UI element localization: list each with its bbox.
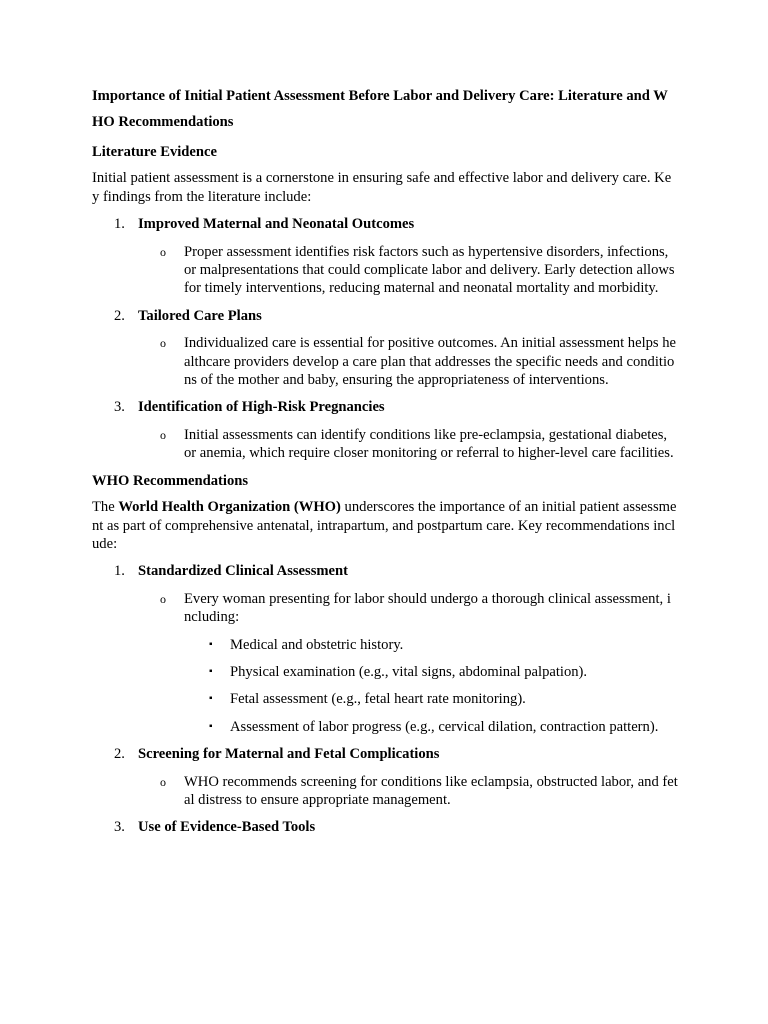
literature-intro: Initial patient assessment is a cornerstone in ensuring safe and effective labor and delivery care. Key findings from the literature include: [92,170,672,205]
list-number: 1. [114,563,125,580]
list-item-care-plans [92,307,678,325]
bullet-item [92,426,678,463]
section-heading-who: WHO Recommendations [92,472,249,489]
sub-bullet-text: Physical examination (e.g., vital signs, abdominal palpation). [230,663,588,680]
square-bullet-icon: ▪ [209,665,213,677]
circle-bullet-icon: o [160,336,166,351]
bullet-item [92,243,678,298]
bullet-item [92,590,678,627]
list-number: 2. [114,307,125,324]
bullet-text: WHO recommends screening for conditions like eclampsia, obstructed labor, and fetal distress to ensure appropriate management. [184,773,678,808]
list-item-screening [92,745,678,763]
list-item-standardized [92,562,678,580]
sub-bullet-item [92,636,678,654]
list-item-title: Identification of High-Risk Pregnancies [138,399,385,416]
who-intro-pre: The [92,499,119,516]
who-intro-post: underscores the importance of an initial patient assessment as part of comprehensive antenatal, intrapartum, and postpartum care. Key recommendations include: [92,499,677,552]
bullet-item [92,773,678,810]
list-number: 2. [114,746,125,763]
section-heading-literature: Literature Evidence [92,144,217,160]
list-item-title: Standardized Clinical Assessment [138,563,349,580]
sub-bullet-item [92,718,678,736]
list-item-outcomes [92,215,678,233]
list-number: 3. [114,819,125,836]
sub-bullet-item [92,690,678,708]
square-bullet-icon: ▪ [209,638,213,650]
list-number: 1. [114,216,125,233]
list-item-title: Use of Evidence-Based Tools [138,819,316,836]
bullet-text: Every woman presenting for labor should undergo a thorough clinical assessment, including: [184,590,671,626]
sub-bullet-text: Assessment of labor progress (e.g., cervical dilation, contraction pattern). [230,718,659,735]
bullet-item [92,334,678,389]
list-number: 3. [114,399,125,416]
document-body [92,84,678,846]
bullet-text: Individualized care is essential for positive outcomes. An initial assessment helps healthcare providers develop a care plan that addresses the specific needs and conditions of the mother and baby, ensuring the appropriateness of interventions. [184,335,677,389]
bullet-text: Initial assessments can identify conditions like pre-eclampsia, gestational diabetes, or anemia, which require closer monitoring or referral to higher-level care facilities. [184,426,674,462]
who-intro [92,498,678,553]
list-item-title: Improved Maternal and Neonatal Outcomes [138,216,415,233]
bullet-text: Proper assessment identifies risk factors such as hypertensive disorders, infections, or malpresentations that could complicate labor and delivery. Early detection allows for timely interventions, reducing maternal and neonatal mortality and morbidity. [184,243,675,297]
square-bullet-icon: ▪ [209,720,213,732]
circle-bullet-icon: o [160,427,166,442]
who-intro-bold: World Health Organization (WHO) [118,499,341,516]
circle-bullet-icon: o [160,591,166,606]
sub-bullet-item [92,663,678,681]
list-item-title: Tailored Care Plans [138,307,262,324]
sub-bullet-text: Fetal assessment (e.g., fetal heart rate monitoring). [230,691,526,708]
list-item-high-risk [92,398,678,416]
list-item-title: Screening for Maternal and Fetal Complications [138,746,440,763]
circle-bullet-icon: o [160,774,166,789]
sub-bullet-text: Medical and obstetric history. [230,636,404,653]
list-item-tools [92,818,678,836]
document-title: Importance of Initial Patient Assessment Before Labor and Delivery Care: Literature and WHO Recommendations [92,88,668,130]
circle-bullet-icon: o [160,244,166,259]
square-bullet-icon: ▪ [209,693,213,705]
